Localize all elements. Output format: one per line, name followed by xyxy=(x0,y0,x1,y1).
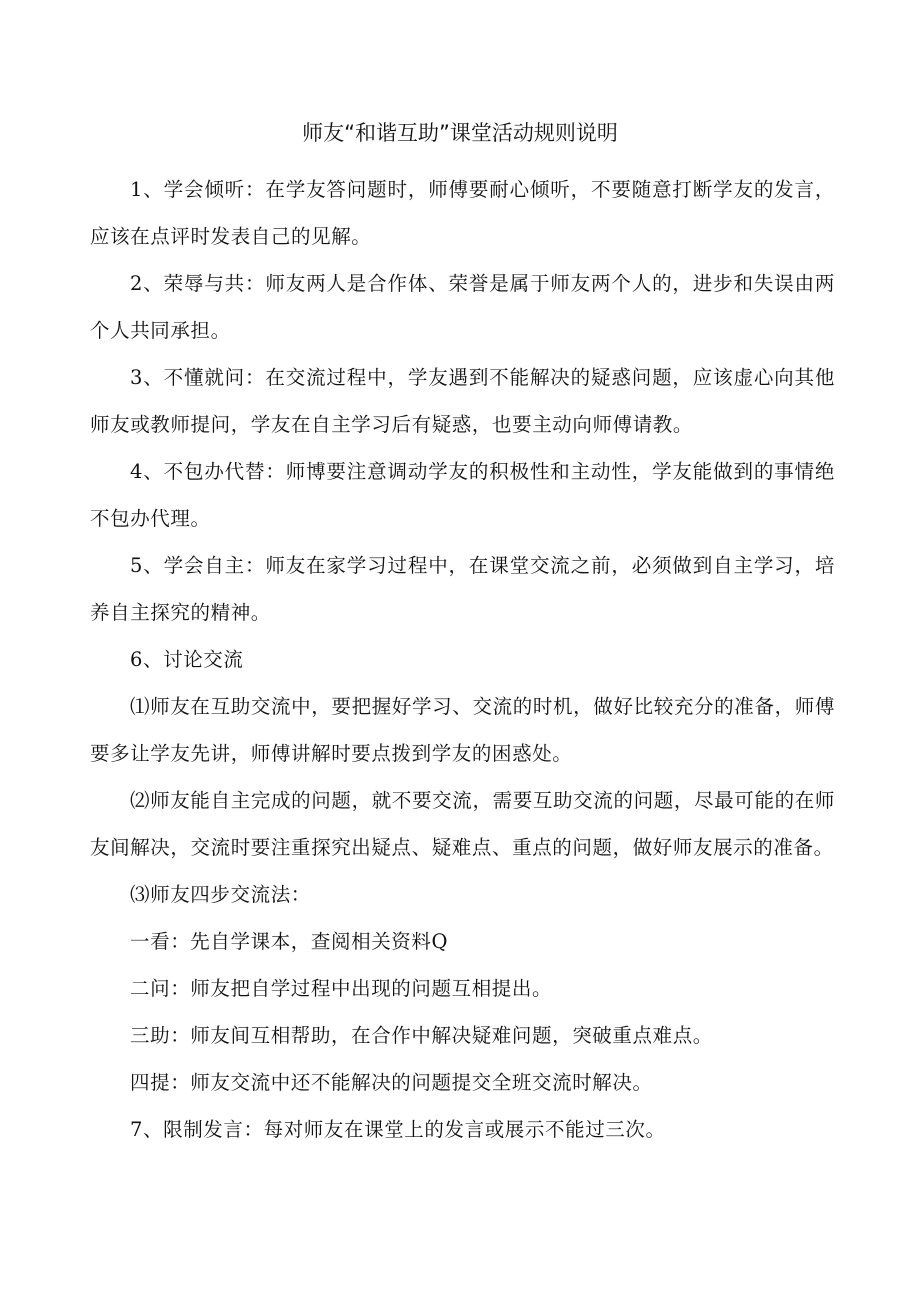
rule-3: 3、不懂就问：在交流过程中，学友遇到不能解决的疑惑问题，应该虚心向其他师友或教师提问，学友在自主学习后有疑惑，也要主动向师傅请教。 xyxy=(90,366,835,436)
rule-5: 5、学会自主：师友在家学习过程中，在课堂交流之前，必须做到自主学习，培养自主探究的精神。 xyxy=(90,554,835,624)
step-submit: 四提：师友交流中还不能解决的问题提交全班交流时解决。 xyxy=(130,1071,653,1094)
rule-6-item-1: ⑴师友在互助交流中，要把握好学习、交流的时机，做好比较充分的准备，师傅要多让学友先讲，师傅讲解时要点拨到学友的困惑处。 xyxy=(90,695,835,765)
rule-1: 1、学会倾听：在学友答问题时，师傅要耐心倾听，不要随意打断学友的发言，应该在点评时发表自己的见解。 xyxy=(90,178,835,248)
document-title: 师友“和谐互助”课堂活动规则说明 xyxy=(302,121,618,145)
rule-4: 4、不包办代替：师博要注意调动学友的积极性和主动性，学友能做到的事情绝不包办代理。 xyxy=(90,460,835,530)
step-help: 三助：师友间互相帮助，在合作中解决疑难问题，突破重点难点。 xyxy=(130,1024,713,1047)
rule-2: 2、荣辱与共：师友两人是合作体、荣誉是属于师友两个人的，进步和失误由两个人共同承担。 xyxy=(90,272,835,342)
document-body xyxy=(90,166,835,1153)
step-look: 一看：先自学课本，查阅相关资料Q xyxy=(130,930,449,953)
rule-6-item-3: ⑶师友四步交流法： xyxy=(130,883,311,906)
rule-6-heading: 6、讨论交流 xyxy=(130,648,244,671)
step-ask: 二问：师友把自学过程中出现的问题互相提出。 xyxy=(130,977,553,1000)
rule-7: 7、限制发言：每对师友在课堂上的发言或展示不能过三次。 xyxy=(130,1118,666,1141)
rule-6-item-2: ⑵师友能自主完成的问题，就不要交流，需要互助交流的问题，尽最可能的在师友间解决，交流时要注重探究出疑点、疑难点、重点的问题，做好师友展示的准备。 xyxy=(90,789,835,859)
